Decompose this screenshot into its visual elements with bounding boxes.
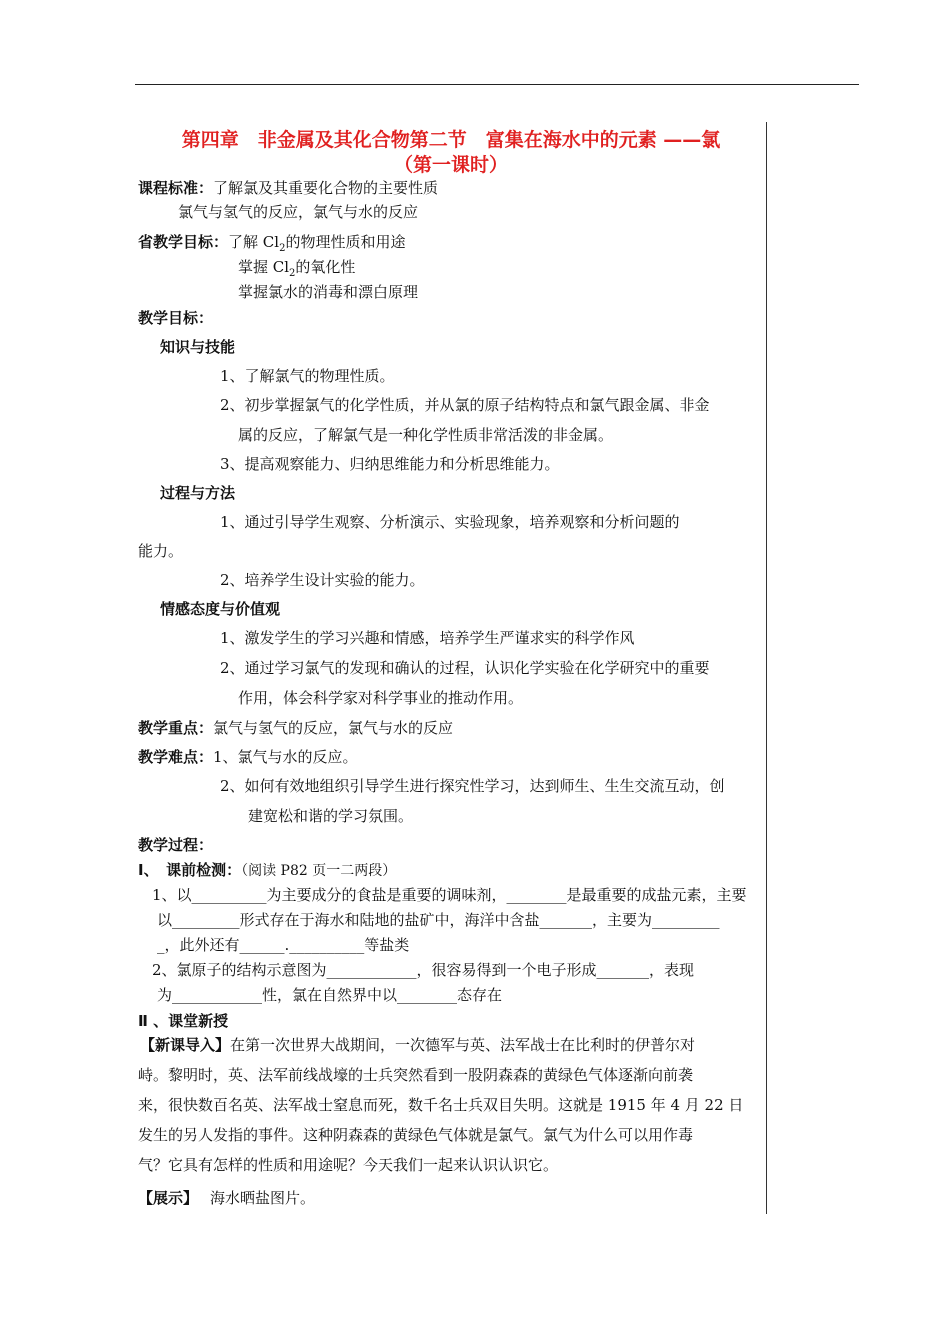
doc-title: 第四章 非金属及其化合物第二节 富集在海水中的元素 ——氯 bbox=[181, 129, 721, 151]
key-point-text: 氯气与氢气的反应，氯气与水的反应 bbox=[213, 719, 454, 737]
process-item-2: 2、培养学生设计实验的能力。 bbox=[220, 571, 425, 589]
emotion-item-1: 1、激发学生的学习兴趣和情感，培养学生严谨求实的科学作风 bbox=[220, 629, 635, 647]
standard-text-2: 氯气与氢气的反应，氯气与水的反应 bbox=[178, 203, 419, 221]
question-2a: 2、氯原子的结构示意图为____________，很容易得到一个电子形成_______，表现 bbox=[152, 961, 695, 979]
key-point-line bbox=[138, 718, 453, 738]
margin-line bbox=[766, 122, 767, 1214]
question-1b: 以_________形式存在于海水和陆地的盐矿中，海洋中含盐_______，主要为_________ bbox=[157, 911, 720, 929]
emotion-item-2b: 作用，体会科学家对科学事业的推动作用。 bbox=[238, 689, 524, 707]
difficulty-item-2a: 2、如何有效地组织引导学生进行探究性学习，达到师生、生生交流互动，创 bbox=[220, 777, 725, 795]
part1-note: （阅读 P82 页一二两段） bbox=[241, 863, 397, 879]
knowledge-item-2b: 属的反应，了解氯气是一种化学性质非常活泼的非金属。 bbox=[238, 426, 614, 444]
part1-heading: Ⅰ、 课前检测： bbox=[138, 861, 242, 879]
part1-line bbox=[138, 860, 396, 881]
process-item-1b: 能力。 bbox=[138, 542, 184, 560]
difficulty-label: 教学难点： bbox=[138, 748, 214, 766]
standard-label: 课程标准： bbox=[138, 179, 214, 197]
show-text: 海水晒盐图片。 bbox=[210, 1189, 316, 1207]
provincial-line-2: 掌握 $Cl_2$的氧化性 bbox=[238, 258, 356, 279]
provincial-line-3: 掌握氯水的消毒和漂白原理 bbox=[238, 283, 419, 301]
doc-subtitle: （第一课时） bbox=[393, 154, 508, 176]
intro-line-1: 【新课导入】在第一次世界大战期间，一次德军与英、法军战士在比利时的伊普尔对 bbox=[140, 1036, 696, 1054]
difficulty-item-2b: 建宽松和谐的学习氛围。 bbox=[248, 807, 414, 825]
goals-label: 教学目标： bbox=[138, 309, 214, 327]
question-1a: 1、以__________为主要成分的食盐是重要的调味剂，________是最重要的成盐元素，主要 bbox=[152, 886, 747, 904]
intro-label: 【新课导入】 bbox=[140, 1036, 231, 1054]
intro-line-2: 峙。黎明时，英、法军前线战壕的士兵突然看到一股阴森森的黄绿色气体逐渐向前袭 bbox=[138, 1066, 694, 1084]
question-2b: 为____________性，氯在自然界中以________态存在 bbox=[157, 986, 503, 1004]
standard-line bbox=[138, 178, 438, 198]
knowledge-item-3: 3、提高观察能力、归纳思维能力和分析思维能力。 bbox=[220, 455, 560, 473]
intro-line-4: 发生的另人发指的事件。这种阴森森的黄绿色气体就是氯气。氯气为什么可以用作毒 bbox=[138, 1126, 694, 1144]
emotion-item-2a: 2、通过学习氯气的发现和确认的过程，认识化学实验在化学研究中的重要 bbox=[220, 659, 710, 677]
process-heading: 过程与方法 bbox=[160, 484, 236, 502]
process-item-1a: 1、通过引导学生观察、分析演示、实验现象，培养观察和分析问题的 bbox=[220, 513, 680, 531]
process-label: 教学过程： bbox=[138, 836, 214, 854]
standard-text-1: 了解氯及其重要化合物的主要性质 bbox=[213, 179, 439, 197]
question-1c: _，此外还有______.__________等盐类 bbox=[157, 936, 410, 954]
knowledge-item-2a: 2、初步掌握氯气的化学性质，并从氯的原子结构特点和氯气跟金属、非金 bbox=[220, 396, 710, 414]
knowledge-heading: 知识与技能 bbox=[160, 338, 236, 356]
header-rule bbox=[135, 84, 859, 85]
show-line bbox=[138, 1188, 315, 1208]
show-label: 【展示】 bbox=[138, 1189, 199, 1207]
provincial-label: 省教学目标： bbox=[138, 233, 229, 251]
difficulty-line bbox=[138, 747, 358, 767]
provincial-line-1: 省教学目标：了解 $Cl_2$的物理性质和用途 bbox=[138, 233, 406, 254]
intro-line-5: 气？它具有怎样的性质和用途呢？今天我们一起来认识认识它。 bbox=[138, 1156, 559, 1174]
intro-line-3: 来，很快数百名英、法军战士窒息而死，数千名士兵双目失明。这就是 1915 年 4 月 22 日 bbox=[138, 1096, 744, 1114]
key-point-label: 教学重点： bbox=[138, 719, 214, 737]
emotion-heading: 情感态度与价值观 bbox=[160, 600, 281, 618]
part2-heading: Ⅱ 、课堂新授 bbox=[138, 1012, 229, 1030]
difficulty-item-1: 1、氯气与水的反应。 bbox=[213, 748, 358, 766]
knowledge-item-1: 1、了解氯气的物理性质。 bbox=[220, 367, 395, 385]
